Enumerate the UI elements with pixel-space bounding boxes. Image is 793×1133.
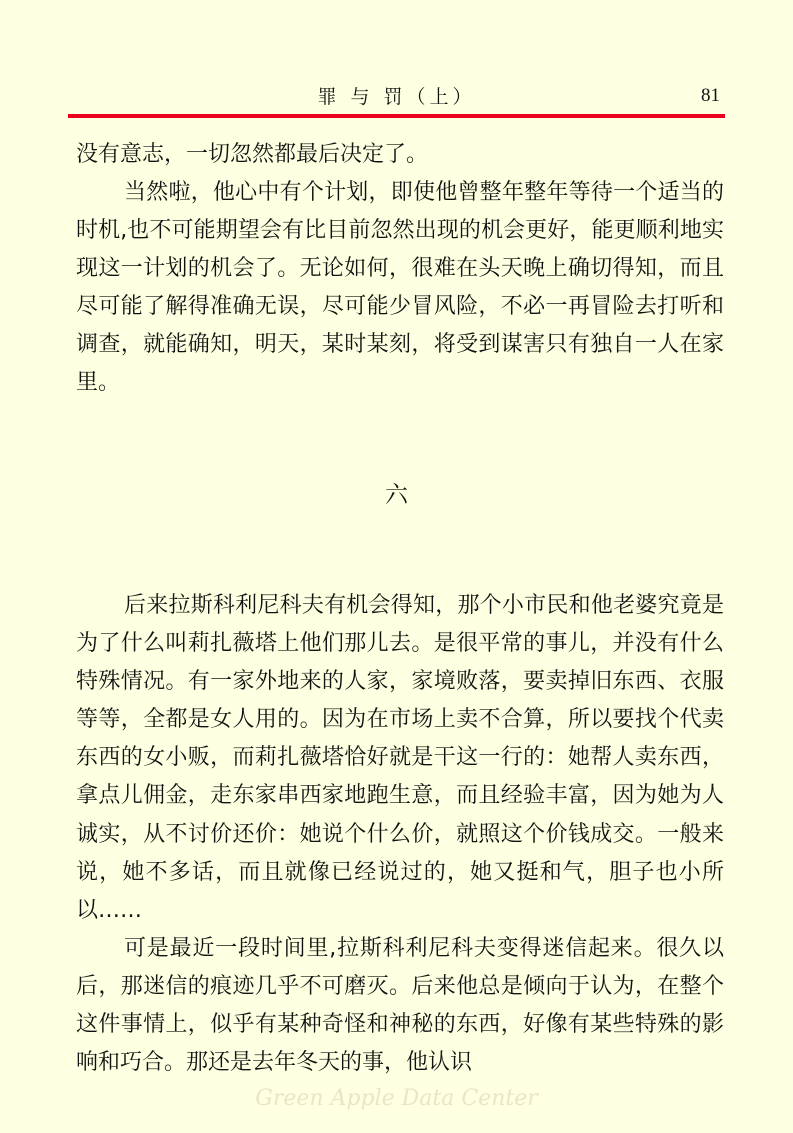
paragraph: 当然啦，他心中有个计划，即使他曾整年整年等待一个适当的时机,也不可能期望会有比目前忽然出现的机会更好，能更顺利地实现这一计划的机会了。无论如何，很难在头天晚上确切得知，而且尽可能了解得准确无误，尽可能少冒风险，不必一再冒险去打听和调查，就能确知，明天，某时某刻，将受到谋害只有独自一人在家里。 [76,180,724,396]
header-divider [68,114,725,118]
watermark-text: Green Apple Data Center [255,1086,538,1111]
chapter-section-heading: 六 [385,482,408,508]
paragraph: 可是最近一段时间里,拉斯科利尼科夫变得迷信起来。很久以后，那迷信的痕迹几乎不可磨灭。后来他总是倾向于认为，在整个这件事情上，似乎有某种奇怪和神秘的东西，好像有某些特殊的影响和巧合。那还是去年冬天的事，他认识 [76,936,724,1076]
paragraph-continued: 没有意志，一切忽然都最后决定了。 [76,142,429,167]
paragraph: 后来拉斯科利尼科夫有机会得知，那个小市民和他老婆究竟是为了什么叫莉扎薇塔上他们那儿去。是很平常的事儿，并没有什么特殊情况。有一家外地来的人家，家境败落，要卖掉旧东西、衣服等等，全都是女人用的。因为在市场上卖不合算，所以要找个代卖东西的女小贩，而莉扎薇塔恰好就是干这一行的：她帮人卖东西，拿点儿佣金，走东家串西家地跑生意，而且经验丰富，因为她为人诚实，从不讨价还价：她说个什么价，就照这个价钱成交。一般来说，她不多话，而且就像已经说过的，她又挺和气，胆子也小所以…… [76,593,724,923]
page-number: 81 [701,85,720,106]
running-header-title: 罪 与 罚（上） [317,86,476,108]
